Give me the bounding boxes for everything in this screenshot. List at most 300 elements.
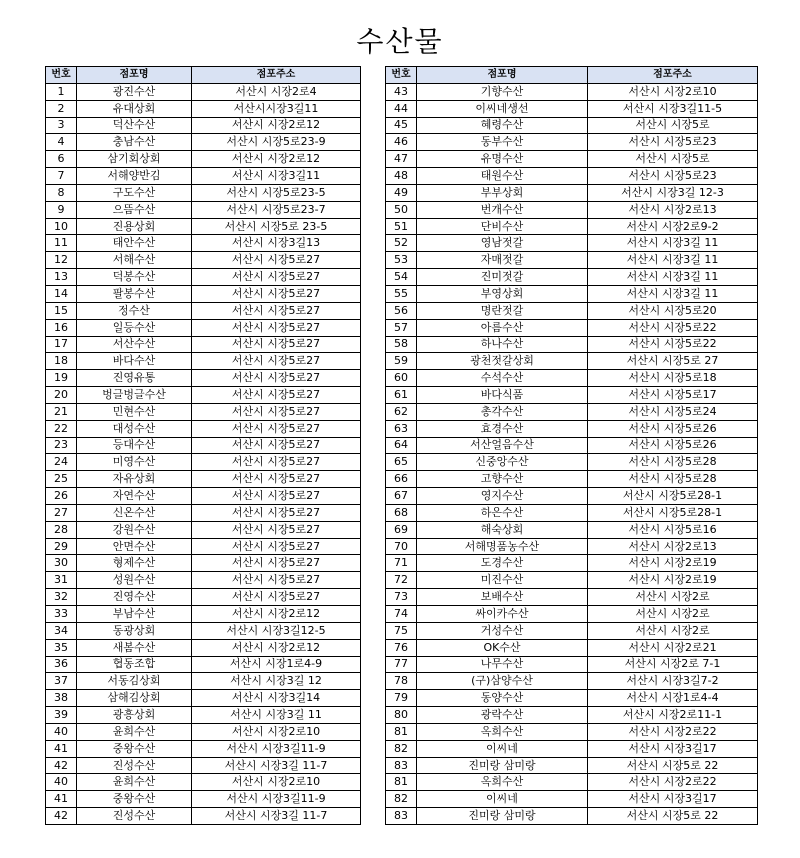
table-row xyxy=(386,488,758,505)
cell-number: 40 xyxy=(46,774,77,791)
cell-number: 21 xyxy=(46,403,77,420)
table-row xyxy=(46,589,361,606)
table-row xyxy=(46,707,361,724)
cell-number: 75 xyxy=(386,622,417,639)
table-row xyxy=(46,690,361,707)
cell-number: 72 xyxy=(386,572,417,589)
cell-number: 10 xyxy=(46,218,77,235)
cell-number: 32 xyxy=(46,589,77,606)
cell-store-name: 옥희수산 xyxy=(417,723,588,740)
cell-store-address: 서산시 시장5로27 xyxy=(192,488,361,505)
cell-store-name: 진영유통 xyxy=(77,370,192,387)
table-row xyxy=(386,740,758,757)
cell-number: 60 xyxy=(386,370,417,387)
cell-store-address: 서산시 시장5로17 xyxy=(588,387,758,404)
cell-store-address: 서산시 시장2로4 xyxy=(192,83,361,100)
cell-store-name: 자연수산 xyxy=(77,488,192,505)
table-row xyxy=(386,808,758,825)
table-row xyxy=(386,403,758,420)
cell-number: 53 xyxy=(386,252,417,269)
cell-store-address: 서산시 시장5로27 xyxy=(192,353,361,370)
cell-store-address: 서산시 시장2로 7-1 xyxy=(588,656,758,673)
cell-store-name: 부부상회 xyxy=(417,184,588,201)
cell-store-name: 정수산 xyxy=(77,302,192,319)
cell-store-name: 광흥상회 xyxy=(77,707,192,724)
table-row xyxy=(386,656,758,673)
table-row xyxy=(386,572,758,589)
cell-number: 23 xyxy=(46,437,77,454)
cell-number: 9 xyxy=(46,201,77,218)
cell-store-address: 서산시 시장5로24 xyxy=(588,403,758,420)
cell-store-address: 서산시 시장1로4-4 xyxy=(588,690,758,707)
cell-store-name: 하나수산 xyxy=(417,336,588,353)
table-row xyxy=(46,252,361,269)
cell-store-address: 서산시 시장3길11-5 xyxy=(588,100,758,117)
table-row xyxy=(46,488,361,505)
cell-number: 19 xyxy=(46,370,77,387)
cell-number: 62 xyxy=(386,403,417,420)
cell-number: 69 xyxy=(386,521,417,538)
table-row xyxy=(46,336,361,353)
cell-store-address: 서산시 시장2로22 xyxy=(588,723,758,740)
table-row xyxy=(46,774,361,791)
table-header-row xyxy=(46,67,361,84)
table-row xyxy=(46,353,361,370)
cell-number: 40 xyxy=(46,723,77,740)
cell-store-name: 으뜸수산 xyxy=(77,201,192,218)
cell-store-address: 서산시 시장5로22 xyxy=(588,336,758,353)
cell-store-address: 서산시 시장5로 23-5 xyxy=(192,218,361,235)
cell-number: 74 xyxy=(386,606,417,623)
column-header-number: 번호 xyxy=(386,67,417,84)
cell-store-address: 서산시 시장5로28 xyxy=(588,471,758,488)
table-row xyxy=(46,723,361,740)
table-row xyxy=(46,740,361,757)
cell-store-address: 서산시 시장5로28-1 xyxy=(588,488,758,505)
table-row xyxy=(46,572,361,589)
cell-store-name: 진미랑 삼미랑 xyxy=(417,757,588,774)
table-row xyxy=(46,606,361,623)
cell-number: 79 xyxy=(386,690,417,707)
cell-number: 11 xyxy=(46,235,77,252)
cell-store-name: 강원수산 xyxy=(77,521,192,538)
cell-number: 36 xyxy=(46,656,77,673)
column-header-store-name: 점포명 xyxy=(77,67,192,84)
cell-number: 17 xyxy=(46,336,77,353)
cell-store-name: 벙글벙글수산 xyxy=(77,387,192,404)
cell-number: 13 xyxy=(46,269,77,286)
table-row xyxy=(386,606,758,623)
table-row xyxy=(386,83,758,100)
cell-store-name: 중왕수산 xyxy=(77,740,192,757)
cell-store-address: 서산시 시장5로27 xyxy=(192,454,361,471)
table-row xyxy=(386,622,758,639)
cell-store-address: 서산시 시장2로22 xyxy=(588,774,758,791)
cell-store-name: 성원수산 xyxy=(77,572,192,589)
cell-store-name: 해숙상회 xyxy=(417,521,588,538)
cell-store-name: 영남젓갈 xyxy=(417,235,588,252)
table-row xyxy=(386,420,758,437)
cell-store-name: 미진수산 xyxy=(417,572,588,589)
cell-store-name: 진영수산 xyxy=(77,589,192,606)
cell-store-name: (구)삼양수산 xyxy=(417,673,588,690)
cell-number: 20 xyxy=(46,387,77,404)
cell-store-name: 대성수산 xyxy=(77,420,192,437)
page-title: 수산물 xyxy=(356,25,444,58)
cell-store-address: 서산시 시장2로11-1 xyxy=(588,707,758,724)
cell-store-address: 서산시 시장3길12-5 xyxy=(192,622,361,639)
cell-number: 25 xyxy=(46,471,77,488)
cell-store-address: 서산시 시장3길 12-3 xyxy=(588,184,758,201)
cell-store-address: 서산시 시장3길11-9 xyxy=(192,740,361,757)
cell-store-name: 신온수산 xyxy=(77,504,192,521)
cell-store-name: 충남수산 xyxy=(77,134,192,151)
cell-store-address: 서산시 시장5로27 xyxy=(192,538,361,555)
cell-number: 14 xyxy=(46,285,77,302)
table-row xyxy=(46,656,361,673)
cell-store-address: 서산시 시장5로 xyxy=(588,151,758,168)
cell-store-address: 서산시 시장2로 xyxy=(588,622,758,639)
cell-store-name: 태안수산 xyxy=(77,235,192,252)
cell-number: 51 xyxy=(386,218,417,235)
cell-number: 18 xyxy=(46,353,77,370)
cell-store-address: 서산시 시장5로26 xyxy=(588,420,758,437)
table-row xyxy=(386,555,758,572)
cell-store-address: 서산시 시장2로19 xyxy=(588,572,758,589)
cell-store-name: 광락수산 xyxy=(417,707,588,724)
cell-store-name: 팔봉수산 xyxy=(77,285,192,302)
cell-store-address: 서산시 시장2로12 xyxy=(192,606,361,623)
cell-number: 41 xyxy=(46,740,77,757)
table-row xyxy=(46,134,361,151)
cell-store-address: 서산시 시장5로20 xyxy=(588,302,758,319)
cell-store-name: 서해양반김 xyxy=(77,168,192,185)
table-row xyxy=(386,454,758,471)
cell-number: 76 xyxy=(386,639,417,656)
cell-store-name: 옥희수산 xyxy=(417,774,588,791)
cell-store-address: 서산시 시장5로18 xyxy=(588,370,758,387)
cell-store-name: 형제수산 xyxy=(77,555,192,572)
cell-number: 66 xyxy=(386,471,417,488)
cell-store-address: 서산시 시장3길 12 xyxy=(192,673,361,690)
cell-number: 44 xyxy=(386,100,417,117)
cell-number: 7 xyxy=(46,168,77,185)
cell-store-address: 서산시 시장5로23-7 xyxy=(192,201,361,218)
cell-number: 31 xyxy=(46,572,77,589)
cell-store-address: 서산시 시장5로28 xyxy=(588,454,758,471)
table-row xyxy=(46,555,361,572)
table-row xyxy=(386,387,758,404)
cell-store-name: 윤희수산 xyxy=(77,774,192,791)
cell-store-name: 구도수산 xyxy=(77,184,192,201)
cell-store-name: 기향수산 xyxy=(417,83,588,100)
cell-store-address: 서산시 시장5로 xyxy=(588,117,758,134)
cell-store-name: 아름수산 xyxy=(417,319,588,336)
cell-store-name: 싸이카수산 xyxy=(417,606,588,623)
cell-store-address: 서산시 시장3길 11 xyxy=(588,235,758,252)
cell-store-name: 나무수산 xyxy=(417,656,588,673)
cell-store-name: 중왕수산 xyxy=(77,791,192,808)
cell-store-name: 효경수산 xyxy=(417,420,588,437)
cell-store-name: 자유상회 xyxy=(77,471,192,488)
cell-number: 43 xyxy=(386,83,417,100)
cell-number: 45 xyxy=(386,117,417,134)
table-row xyxy=(46,454,361,471)
table-row xyxy=(386,252,758,269)
cell-number: 3 xyxy=(46,117,77,134)
table-row xyxy=(386,639,758,656)
column-header-store-address: 점포주소 xyxy=(192,67,361,84)
cell-store-address: 서산시 시장5로27 xyxy=(192,319,361,336)
table-row xyxy=(46,538,361,555)
cell-number: 83 xyxy=(386,808,417,825)
table-row xyxy=(46,387,361,404)
cell-number: 22 xyxy=(46,420,77,437)
cell-store-address: 서산시 시장3길17 xyxy=(588,791,758,808)
table-row xyxy=(386,521,758,538)
cell-store-name: 유명수산 xyxy=(417,151,588,168)
table-row xyxy=(46,504,361,521)
table-row xyxy=(386,302,758,319)
cell-number: 65 xyxy=(386,454,417,471)
cell-store-name: 이씨네 xyxy=(417,791,588,808)
table-row xyxy=(46,184,361,201)
cell-number: 52 xyxy=(386,235,417,252)
table-row xyxy=(46,269,361,286)
cell-store-address: 서산시 시장2로10 xyxy=(192,723,361,740)
cell-store-address: 서산시 시장3길 11 xyxy=(588,285,758,302)
cell-number: 82 xyxy=(386,791,417,808)
table-row xyxy=(46,808,361,825)
table-row xyxy=(386,235,758,252)
cell-store-name: 혜령수산 xyxy=(417,117,588,134)
table-row xyxy=(386,269,758,286)
table-row xyxy=(386,504,758,521)
cell-number: 42 xyxy=(46,808,77,825)
cell-store-address: 서산시 시장5로27 xyxy=(192,471,361,488)
cell-store-name: 부영상회 xyxy=(417,285,588,302)
cell-number: 4 xyxy=(46,134,77,151)
cell-number: 73 xyxy=(386,589,417,606)
cell-number: 48 xyxy=(386,168,417,185)
table-row xyxy=(46,757,361,774)
table-row xyxy=(386,471,758,488)
cell-store-address: 서산시 시장5로23 xyxy=(588,134,758,151)
store-table-left xyxy=(45,66,361,825)
cell-number: 67 xyxy=(386,488,417,505)
cell-store-name: 서해수산 xyxy=(77,252,192,269)
cell-store-address: 서산시 시장5로27 xyxy=(192,555,361,572)
table-header-row xyxy=(386,67,758,84)
cell-number: 26 xyxy=(46,488,77,505)
cell-store-address: 서산시 시장5로27 xyxy=(192,403,361,420)
cell-store-name: 서산얼음수산 xyxy=(417,437,588,454)
cell-store-address: 서산시 시장5로27 xyxy=(192,285,361,302)
cell-number: 39 xyxy=(46,707,77,724)
cell-number: 78 xyxy=(386,673,417,690)
cell-store-address: 서산시시장3길11 xyxy=(192,100,361,117)
cell-store-name: 새봄수산 xyxy=(77,639,192,656)
cell-store-address: 서산시 시장2로 xyxy=(588,606,758,623)
cell-store-name: 동양수산 xyxy=(417,690,588,707)
cell-store-address: 서산시 시장5로27 xyxy=(192,370,361,387)
cell-store-name: 삼기회상회 xyxy=(77,151,192,168)
table-row xyxy=(46,370,361,387)
table-row xyxy=(386,117,758,134)
table-row xyxy=(46,235,361,252)
cell-store-address: 서산시 시장3길 11 xyxy=(588,269,758,286)
cell-store-address: 서산시 시장2로12 xyxy=(192,117,361,134)
cell-number: 61 xyxy=(386,387,417,404)
cell-store-address: 서산시 시장3길7-2 xyxy=(588,673,758,690)
cell-store-name: 미영수산 xyxy=(77,454,192,471)
table-row xyxy=(386,285,758,302)
cell-store-address: 서산시 시장3길17 xyxy=(588,740,758,757)
column-header-store-name: 점포명 xyxy=(417,67,588,84)
cell-store-address: 서산시 시장5로 22 xyxy=(588,808,758,825)
cell-store-name: 진미랑 삼미랑 xyxy=(417,808,588,825)
table-row xyxy=(386,168,758,185)
cell-store-name: 바다수산 xyxy=(77,353,192,370)
cell-store-name: 진성수산 xyxy=(77,808,192,825)
cell-store-name: 서동김상회 xyxy=(77,673,192,690)
cell-store-name: 단비수산 xyxy=(417,218,588,235)
cell-store-address: 서산시 시장2로10 xyxy=(588,83,758,100)
table-row xyxy=(386,757,758,774)
cell-number: 49 xyxy=(386,184,417,201)
cell-store-name: 진미젓갈 xyxy=(417,269,588,286)
cell-store-name: 이씨네 xyxy=(417,740,588,757)
cell-store-name: 광천젓갈상회 xyxy=(417,353,588,370)
cell-store-address: 서산시 시장5로27 xyxy=(192,269,361,286)
cell-store-name: 명란젓갈 xyxy=(417,302,588,319)
cell-store-name: 일등수산 xyxy=(77,319,192,336)
cell-store-name: 태원수산 xyxy=(417,168,588,185)
cell-store-name: 진용상회 xyxy=(77,218,192,235)
table-row xyxy=(46,471,361,488)
cell-store-address: 서산시 시장3길14 xyxy=(192,690,361,707)
cell-store-address: 서산시 시장2로12 xyxy=(192,639,361,656)
column-header-store-address: 점포주소 xyxy=(588,67,758,84)
table-row xyxy=(46,521,361,538)
cell-store-name: 등대수산 xyxy=(77,437,192,454)
cell-store-address: 서산시 시장5로26 xyxy=(588,437,758,454)
cell-store-name: 덕봉수산 xyxy=(77,269,192,286)
cell-number: 64 xyxy=(386,437,417,454)
cell-store-address: 서산시 시장2로13 xyxy=(588,201,758,218)
cell-store-address: 서산시 시장5로22 xyxy=(588,319,758,336)
cell-store-name: 안면수산 xyxy=(77,538,192,555)
table-row xyxy=(46,639,361,656)
cell-store-address: 서산시 시장5로27 xyxy=(192,521,361,538)
cell-number: 6 xyxy=(46,151,77,168)
cell-store-name: 민현수산 xyxy=(77,403,192,420)
cell-store-name: 동광상회 xyxy=(77,622,192,639)
cell-number: 8 xyxy=(46,184,77,201)
cell-store-name: 바다식품 xyxy=(417,387,588,404)
table-row xyxy=(46,319,361,336)
cell-store-name: 서산수산 xyxy=(77,336,192,353)
cell-store-address: 서산시 시장3길13 xyxy=(192,235,361,252)
cell-store-address: 서산시 시장2로13 xyxy=(588,538,758,555)
table-row xyxy=(46,437,361,454)
cell-number: 59 xyxy=(386,353,417,370)
cell-store-name: 고향수산 xyxy=(417,471,588,488)
table-row xyxy=(386,690,758,707)
cell-store-address: 서산시 시장3길 11-7 xyxy=(192,757,361,774)
cell-number: 1 xyxy=(46,83,77,100)
cell-number: 58 xyxy=(386,336,417,353)
cell-store-address: 서산시 시장2로21 xyxy=(588,639,758,656)
table-row xyxy=(386,791,758,808)
table-row xyxy=(386,319,758,336)
table-row xyxy=(46,403,361,420)
cell-store-address: 서산시 시장5로27 xyxy=(192,302,361,319)
table-row xyxy=(386,151,758,168)
cell-store-name: 보배수산 xyxy=(417,589,588,606)
cell-number: 55 xyxy=(386,285,417,302)
cell-store-address: 서산시 시장5로 22 xyxy=(588,757,758,774)
cell-store-name: 광진수산 xyxy=(77,83,192,100)
cell-store-address: 서산시 시장3길 11 xyxy=(588,252,758,269)
cell-store-name: 이씨네생선 xyxy=(417,100,588,117)
cell-number: 27 xyxy=(46,504,77,521)
cell-store-name: 하은수산 xyxy=(417,504,588,521)
cell-number: 46 xyxy=(386,134,417,151)
cell-number: 38 xyxy=(46,690,77,707)
cell-store-address: 서산시 시장5로23 xyxy=(588,168,758,185)
cell-store-address: 서산시 시장2로10 xyxy=(192,774,361,791)
table-row xyxy=(386,134,758,151)
cell-number: 80 xyxy=(386,707,417,724)
cell-number: 2 xyxy=(46,100,77,117)
cell-store-name: 도경수산 xyxy=(417,555,588,572)
table-row xyxy=(46,622,361,639)
cell-number: 16 xyxy=(46,319,77,336)
cell-number: 41 xyxy=(46,791,77,808)
cell-store-name: 수석수산 xyxy=(417,370,588,387)
cell-store-name: 거성수산 xyxy=(417,622,588,639)
cell-store-address: 서산시 시장3길11 xyxy=(192,168,361,185)
cell-number: 81 xyxy=(386,774,417,791)
table-row xyxy=(46,218,361,235)
table-row xyxy=(46,168,361,185)
cell-store-name: 유대상회 xyxy=(77,100,192,117)
cell-number: 33 xyxy=(46,606,77,623)
cell-number: 71 xyxy=(386,555,417,572)
cell-store-name: 삼해김상회 xyxy=(77,690,192,707)
cell-store-address: 서산시 시장5로27 xyxy=(192,387,361,404)
table-row xyxy=(46,285,361,302)
cell-number: 56 xyxy=(386,302,417,319)
cell-number: 83 xyxy=(386,757,417,774)
cell-number: 68 xyxy=(386,504,417,521)
table-row xyxy=(46,673,361,690)
table-row xyxy=(386,201,758,218)
cell-number: 37 xyxy=(46,673,77,690)
table-row xyxy=(386,218,758,235)
table-row xyxy=(46,420,361,437)
table-row xyxy=(386,538,758,555)
cell-number: 63 xyxy=(386,420,417,437)
table-row xyxy=(386,100,758,117)
table-row xyxy=(46,83,361,100)
cell-store-name: 자매젓갈 xyxy=(417,252,588,269)
cell-store-name: 신중앙수산 xyxy=(417,454,588,471)
column-header-number: 번호 xyxy=(46,67,77,84)
cell-store-address: 서산시 시장5로27 xyxy=(192,589,361,606)
cell-store-address: 서산시 시장2로 xyxy=(588,589,758,606)
